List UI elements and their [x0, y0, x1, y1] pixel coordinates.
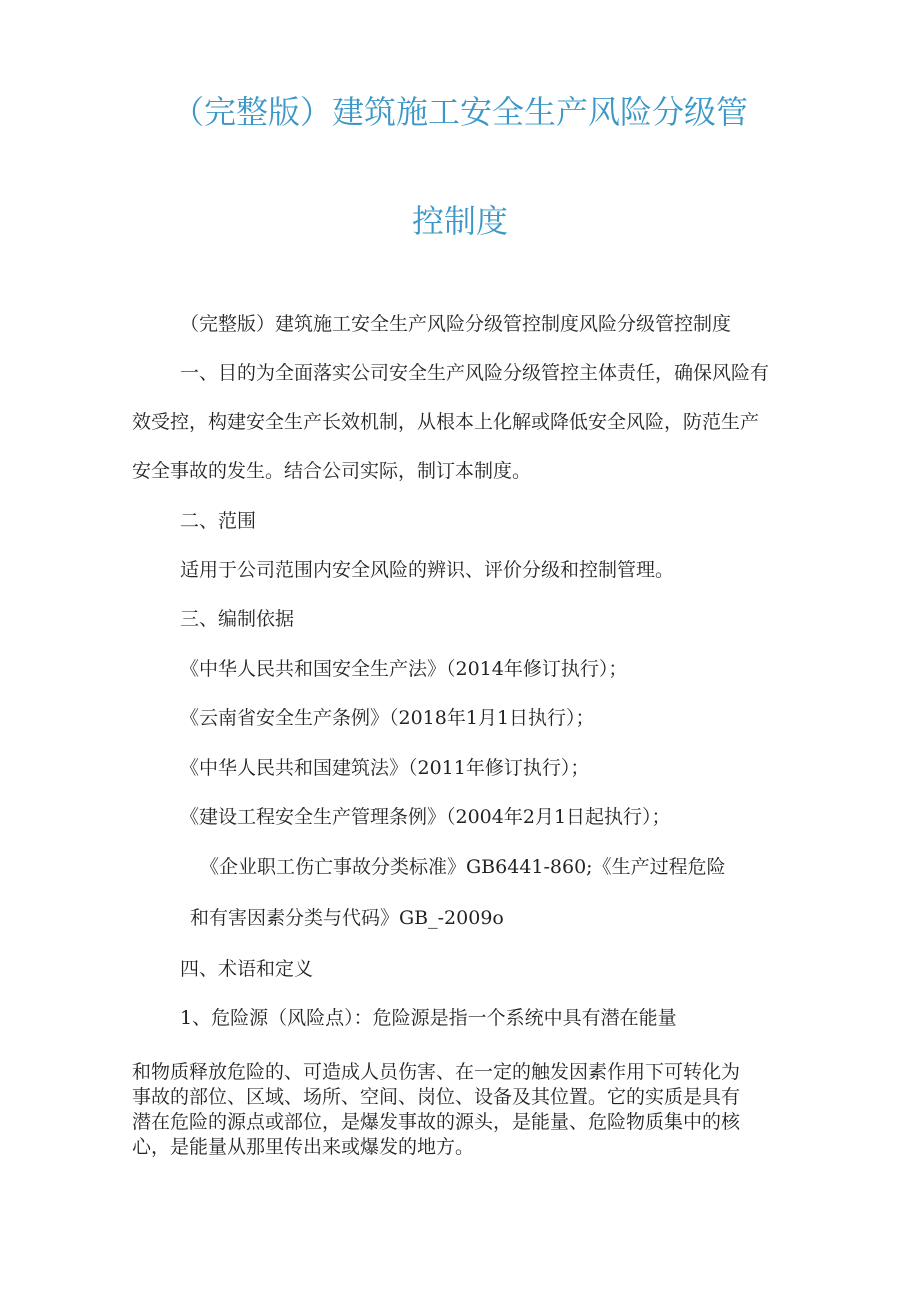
- definition-body-line: 和物质释放危险的、可造成人员伤害、在一定的触发因素作用下可转化为: [132, 1061, 741, 1083]
- document-subtitle: （完整版）建筑施工安全生产风险分级管控制度风险分级管控制度: [180, 313, 732, 335]
- reference-item: 《中华人民共和国建筑法》（2011年修订执行）；: [180, 757, 590, 779]
- definition-body-line: 潜在危险的源点或部位，是爆发事故的源头，是能量、危险物质集中的核: [132, 1111, 741, 1133]
- definition-body-line: 事故的部位、区域、场所、空间、岗位、设备及其位置。它的实质是具有: [132, 1086, 741, 1108]
- section1-line1: 一、目的为全面落实公司安全生产风险分级管控主体责任，确保风险有: [180, 362, 770, 384]
- section2-heading: 二、范围: [180, 510, 257, 532]
- standard-line1: 《企业职工伤亡事故分类标准》GB6441-860;《生产过程危险: [200, 856, 726, 878]
- section1-line2: 效受控，构建安全生产长效机制，从根本上化解或降低安全风险，防范生产: [132, 411, 760, 433]
- reference-item: 《云南省安全生产条例》（2018年1月1日执行）；: [180, 707, 595, 729]
- section1-line3: 安全事故的发生。结合公司实际，制订本制度。: [132, 460, 532, 482]
- standard-line2: 和有害因素分类与代码》GB_-2009o: [190, 907, 504, 929]
- reference-item: 《中华人民共和国安全生产法》（2014年修订执行）；: [180, 658, 628, 680]
- reference-item: 《建设工程安全生产管理条例》（2004年2月1日起执行）；: [180, 806, 671, 828]
- document-title-line1: （完整版）建筑施工安全生产风险分级管: [171, 93, 748, 131]
- document-title-line2: 控制度: [411, 202, 508, 240]
- section2-body: 适用于公司范围内安全风险的辨识、评价分级和控制管理。: [180, 559, 675, 581]
- definition-body-line: 心，是能量从那里传出来或爆发的地方。: [132, 1136, 475, 1158]
- definition-lead: 1、危险源（风险点）：危险源是指一个系统中具有潜在能量: [180, 1007, 677, 1029]
- section3-heading: 三、编制依据: [180, 608, 295, 630]
- section4-heading: 四、术语和定义: [180, 958, 314, 980]
